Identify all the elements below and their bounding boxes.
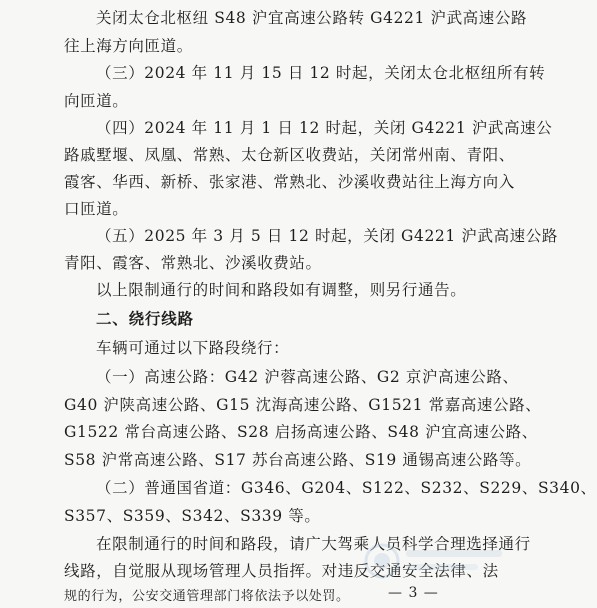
text-line: 路戚墅堰、凤凰、常熟、太仓新区收费站，关闭常州南、青阳、 — [64, 146, 515, 164]
text-line: 口匝道。 — [64, 200, 129, 218]
section-heading: 二、绕行线路 — [96, 310, 194, 328]
text-line: （五）2025 年 3 月 5 日 12 时起，关闭 G4221 沪武高速公路 — [96, 227, 558, 245]
text-line: （一）高速公路：G42 沪蓉高速公路、G2 京沪高速公路、 — [96, 368, 519, 386]
page-number: — 3 — — [388, 585, 439, 601]
text-line: 规的行为，公安交通管理部门将依法予以处罚。 — [64, 589, 350, 604]
text-line: （二）普通国省道：G346、G204、S122、S232、S229、S340、 — [96, 479, 597, 497]
text-line: G40 沪陕高速公路、G15 沈海高速公路、G1521 常嘉高速公路、 — [64, 396, 542, 414]
text-line: S58 沪常高速公路、S17 苏台高速公路、S19 通锡高速公路等。 — [64, 451, 532, 469]
text-line: G1522 常台高速公路、S28 启扬高速公路、S48 沪宜高速公路、 — [64, 423, 538, 441]
text-line: （四）2024 年 11 月 1 日 12 时起，关闭 G4221 沪武高速公 — [96, 119, 553, 137]
text-line: 车辆可通过以下路段绕行： — [96, 339, 290, 357]
text-line: 在限制通行的时间和路段，请广大驾乘人员科学合理选择通行 — [96, 535, 531, 553]
text-line: 向匝道。 — [64, 92, 129, 110]
text-line: 青阳、霞客、常熟北、沙溪收费站。 — [64, 254, 322, 272]
text-line: （三）2024 年 11 月 15 日 12 时起，关闭太仓北枢纽所有转 — [96, 64, 546, 82]
text-line: 以上限制通行的时间和路段如有调整，则另行通告。 — [96, 281, 467, 299]
text-line: 关闭太仓北枢纽 S48 沪宜高速公路转 G4221 沪武高速公路 — [96, 9, 528, 27]
text-line: S357、S359、S342、S339 等。 — [64, 507, 321, 525]
text-line: 线路，自觉服从现场管理人员指挥。对违反交通安全法律、法 — [64, 562, 499, 580]
text-line: 往上海方向匝道。 — [64, 37, 193, 55]
text-line: 霞客、华西、新桥、张家港、常熟北、沙溪收费站往上海方向入 — [64, 173, 515, 191]
